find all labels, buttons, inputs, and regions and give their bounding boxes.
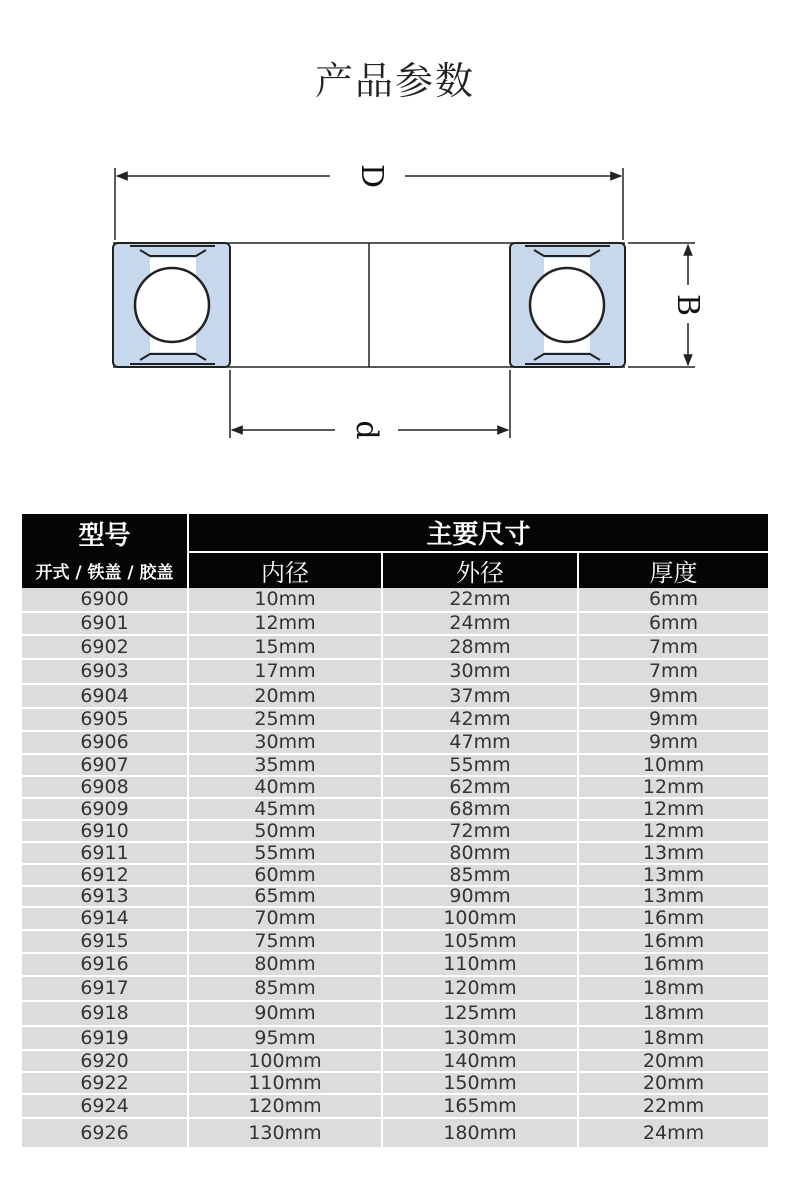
cell-thickness: 13mm [578, 842, 768, 864]
cell-model: 6916 [22, 953, 188, 976]
header-inner-diameter: 内径 [188, 552, 382, 588]
cell-thickness: 16mm [578, 907, 768, 930]
cell-inner-diameter: 130mm [188, 1118, 382, 1148]
table-header-row-2 [22, 552, 768, 588]
cell-outer-diameter: 110mm [382, 953, 578, 976]
cell-thickness: 20mm [578, 1050, 768, 1072]
table-row [22, 588, 768, 612]
cell-model: 6922 [22, 1072, 188, 1094]
cell-inner-diameter: 12mm [188, 612, 382, 635]
cell-outer-diameter: 100mm [382, 907, 578, 930]
cell-outer-diameter: 165mm [382, 1094, 578, 1118]
cell-thickness: 9mm [578, 731, 768, 754]
header-model-sub: 开式 / 铁盖 / 胶盖 [22, 552, 188, 588]
cell-thickness: 18mm [578, 1001, 768, 1026]
cell-outer-diameter: 150mm [382, 1072, 578, 1094]
table-row [22, 1001, 768, 1026]
bearing-diagram [0, 140, 790, 460]
cell-thickness: 7mm [578, 659, 768, 684]
left-ring-section [113, 243, 230, 367]
cell-outer-diameter: 55mm [382, 754, 578, 776]
cell-model: 6910 [22, 820, 188, 842]
table-header-row-1 [22, 514, 768, 552]
cell-thickness: 13mm [578, 864, 768, 886]
cell-inner-diameter: 35mm [188, 754, 382, 776]
cell-thickness: 7mm [578, 635, 768, 659]
cell-outer-diameter: 125mm [382, 1001, 578, 1026]
cell-thickness: 18mm [578, 1026, 768, 1050]
cell-inner-diameter: 25mm [188, 708, 382, 731]
table-row [22, 1118, 768, 1148]
cell-outer-diameter: 62mm [382, 776, 578, 798]
table-row [22, 776, 768, 798]
table-row [22, 731, 768, 754]
cell-outer-diameter: 24mm [382, 612, 578, 635]
cell-inner-diameter: 90mm [188, 1001, 382, 1026]
cell-model: 6908 [22, 776, 188, 798]
cell-outer-diameter: 85mm [382, 864, 578, 886]
cell-thickness: 12mm [578, 798, 768, 820]
cell-thickness: 16mm [578, 930, 768, 953]
cell-thickness: 13mm [578, 886, 768, 907]
cell-outer-diameter: 68mm [382, 798, 578, 820]
cell-inner-diameter: 17mm [188, 659, 382, 684]
dim-outer-label: D [354, 163, 389, 189]
table-row [22, 842, 768, 864]
table-row [22, 798, 768, 820]
table-row [22, 754, 768, 776]
table-row [22, 1050, 768, 1072]
table-row [22, 864, 768, 886]
table-row [22, 684, 768, 708]
table-row [22, 1094, 768, 1118]
table-row [22, 976, 768, 1001]
cell-model: 6911 [22, 842, 188, 864]
cell-outer-diameter: 120mm [382, 976, 578, 1001]
cell-model: 6915 [22, 930, 188, 953]
table-row [22, 930, 768, 953]
cell-model: 6913 [22, 886, 188, 907]
table-row [22, 612, 768, 635]
cell-inner-diameter: 40mm [188, 776, 382, 798]
cell-model: 6912 [22, 864, 188, 886]
table-row [22, 659, 768, 684]
cell-inner-diameter: 70mm [188, 907, 382, 930]
cell-model: 6904 [22, 684, 188, 708]
cell-outer-diameter: 72mm [382, 820, 578, 842]
cell-thickness: 9mm [578, 684, 768, 708]
cell-model: 6905 [22, 708, 188, 731]
page-title: 产品参数 [314, 59, 475, 103]
cell-model: 6919 [22, 1026, 188, 1050]
cell-model: 6924 [22, 1094, 188, 1118]
right-ring-section [510, 243, 625, 367]
cell-thickness: 22mm [578, 1094, 768, 1118]
cell-model: 6903 [22, 659, 188, 684]
cell-inner-diameter: 85mm [188, 976, 382, 1001]
cell-model: 6901 [22, 612, 188, 635]
cell-model: 6917 [22, 976, 188, 1001]
cell-model: 6909 [22, 798, 188, 820]
dimensions-table [22, 514, 768, 1149]
cell-thickness: 18mm [578, 976, 768, 1001]
cell-model: 6900 [22, 588, 188, 612]
cell-outer-diameter: 28mm [382, 635, 578, 659]
cell-inner-diameter: 95mm [188, 1026, 382, 1050]
cell-outer-diameter: 130mm [382, 1026, 578, 1050]
cell-inner-diameter: 120mm [188, 1094, 382, 1118]
cell-model: 6902 [22, 635, 188, 659]
cell-outer-diameter: 180mm [382, 1118, 578, 1148]
table-row [22, 953, 768, 976]
cell-inner-diameter: 30mm [188, 731, 382, 754]
cell-outer-diameter: 105mm [382, 930, 578, 953]
cell-inner-diameter: 10mm [188, 588, 382, 612]
header-main-dimensions: 主要尺寸 [188, 514, 768, 552]
cell-inner-diameter: 45mm [188, 798, 382, 820]
cell-thickness: 9mm [578, 708, 768, 731]
cell-thickness: 10mm [578, 754, 768, 776]
table-row [22, 907, 768, 930]
cell-model: 6918 [22, 1001, 188, 1026]
cell-inner-diameter: 65mm [188, 886, 382, 907]
cell-thickness: 6mm [578, 588, 768, 612]
cell-inner-diameter: 110mm [188, 1072, 382, 1094]
table-row [22, 708, 768, 731]
header-outer-diameter: 外径 [382, 552, 578, 588]
cell-thickness: 24mm [578, 1118, 768, 1148]
cell-outer-diameter: 90mm [382, 886, 578, 907]
header-thickness: 厚度 [578, 552, 768, 588]
dim-width-label: B [670, 293, 705, 317]
cell-thickness: 12mm [578, 776, 768, 798]
cell-inner-diameter: 100mm [188, 1050, 382, 1072]
cell-outer-diameter: 140mm [382, 1050, 578, 1072]
cell-inner-diameter: 80mm [188, 953, 382, 976]
cell-thickness: 6mm [578, 612, 768, 635]
cell-model: 6920 [22, 1050, 188, 1072]
cell-inner-diameter: 15mm [188, 635, 382, 659]
cell-thickness: 16mm [578, 953, 768, 976]
header-model: 型号 [22, 514, 188, 552]
cell-outer-diameter: 80mm [382, 842, 578, 864]
cell-model: 6907 [22, 754, 188, 776]
cell-inner-diameter: 20mm [188, 684, 382, 708]
cell-outer-diameter: 37mm [382, 684, 578, 708]
cell-thickness: 20mm [578, 1072, 768, 1094]
table-row [22, 820, 768, 842]
table-row [22, 1072, 768, 1094]
cell-outer-diameter: 42mm [382, 708, 578, 731]
table-row [22, 1026, 768, 1050]
cell-inner-diameter: 55mm [188, 842, 382, 864]
cell-inner-diameter: 50mm [188, 820, 382, 842]
dim-inner-label: d [349, 420, 384, 440]
table-row [22, 886, 768, 907]
cell-model: 6914 [22, 907, 188, 930]
cell-outer-diameter: 47mm [382, 731, 578, 754]
cell-outer-diameter: 30mm [382, 659, 578, 684]
cell-inner-diameter: 75mm [188, 930, 382, 953]
cell-thickness: 12mm [578, 820, 768, 842]
table-row [22, 635, 768, 659]
cell-inner-diameter: 60mm [188, 864, 382, 886]
cell-model: 6926 [22, 1118, 188, 1148]
cell-model: 6906 [22, 731, 188, 754]
cell-outer-diameter: 22mm [382, 588, 578, 612]
